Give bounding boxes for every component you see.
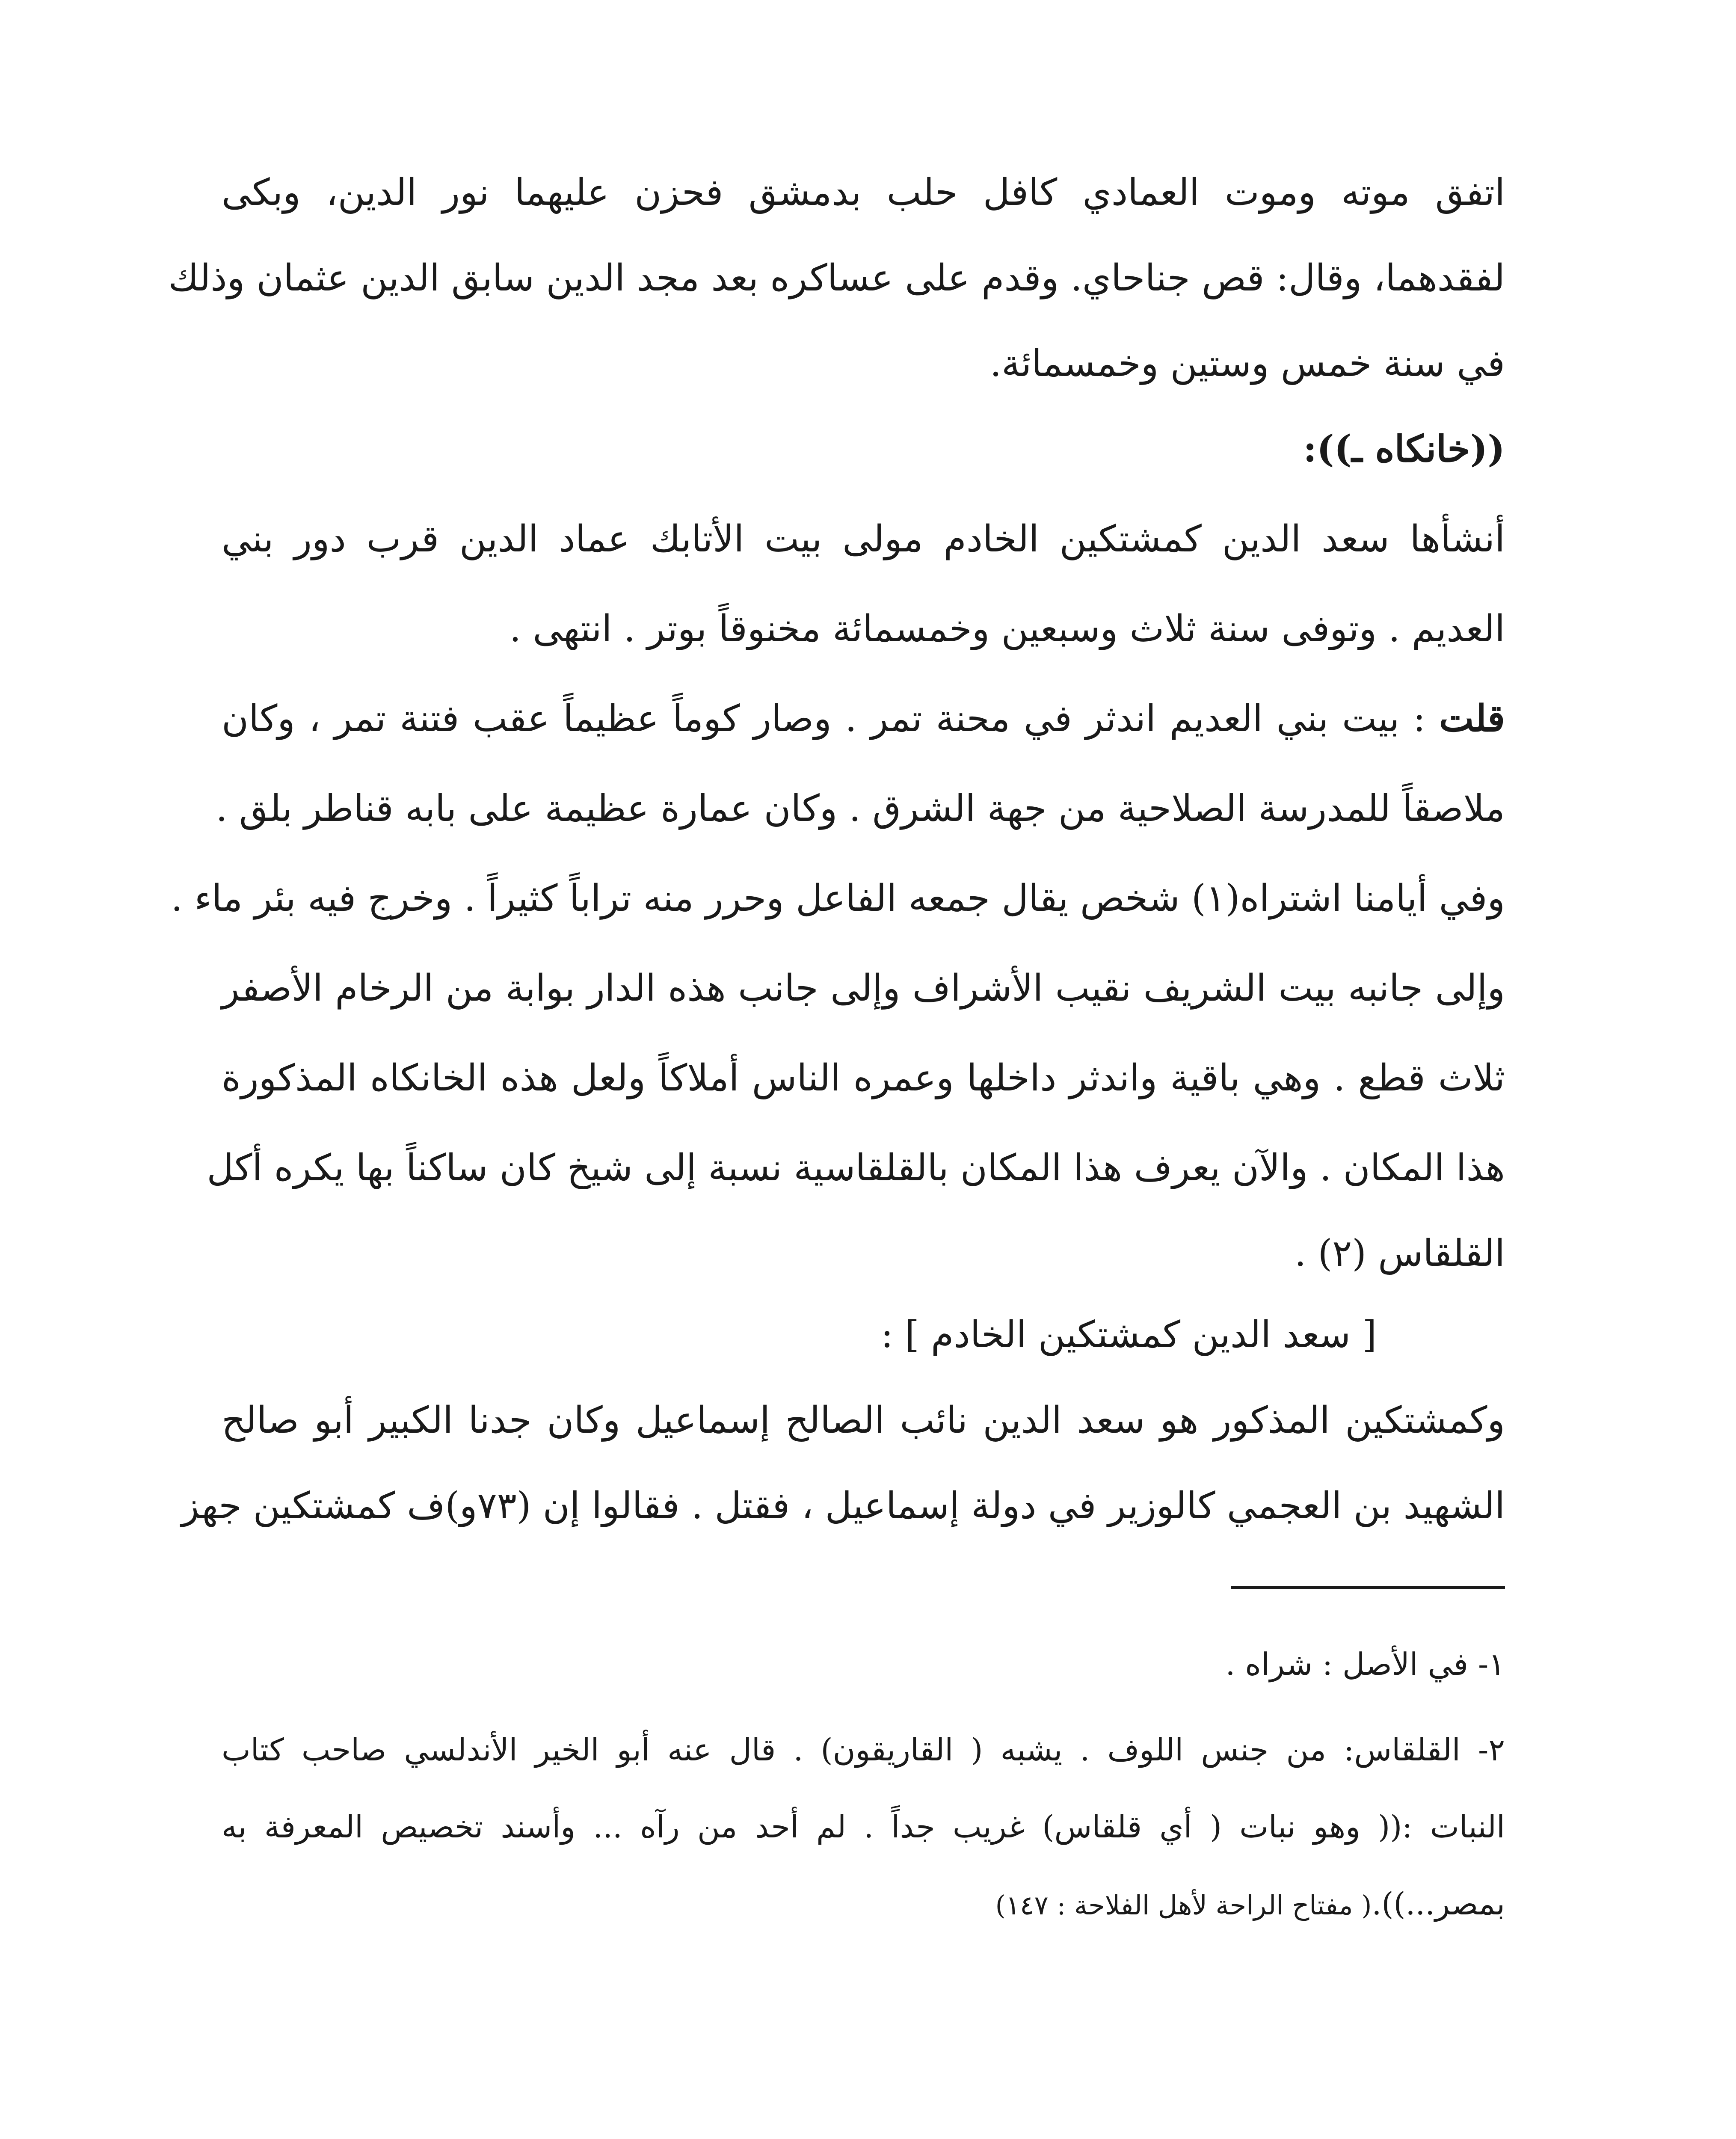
qult-line — [222, 693, 1505, 749]
qult-word: قلت — [1439, 697, 1505, 740]
section-heading-text: ((خانكاه ـ)): — [1303, 427, 1505, 471]
footnote-2-line-3-text: بمصر...)). — [1372, 1886, 1505, 1922]
footnote-2-line-3 — [222, 1882, 1505, 1929]
body-line-6: ملاصقاً للمدرسة الصلاحية من جهة الشرق . وكان عمارة عظيمة على بابه قناطر بلق . — [216, 787, 1505, 830]
body-line-3: في سنة خمس وستين وخمسمائة. — [989, 342, 1505, 385]
section-heading — [222, 424, 1505, 479]
bracket-heading: [ سعد الدين كمشتكين الخادم ] : — [880, 1313, 1377, 1356]
body-line-2: لفقدهما، وقال: قص جناحاي. وقدم على عساكره بعد مجد الدين سابق الدين عثمان وذلك — [168, 257, 1505, 299]
footnote-separator — [1231, 1586, 1505, 1589]
body-line-1: اتفق موته وموت العمادي كافل حلب بدمشق فحزن عليهما نور الدين، وبكى — [222, 171, 1505, 214]
body-line-10: هذا المكان . والآن يعرف هذا المكان بالقلقاسية نسبة إلى شيخ كان ساكناً بها يكره أكل — [207, 1147, 1505, 1189]
footnote-2-line-2: النبات :(( وهو نبات ( أي قلقاس) غريب جداً . لم أحد من رآه ... وأسند تخصيص المعرفة به — [222, 1809, 1505, 1845]
body-line-13: الشهيد بن العجمي كالوزير في دولة إسماعيل ، فقتل . فقالوا إن (٧٣و)ف كمشتكين جهز — [181, 1484, 1505, 1527]
body-line-8: وإلى جانبه بيت الشريف نقيب الأشراف وإلى جانب هذه الدار بوابة من الرخام الأصفر — [222, 967, 1505, 1010]
body-line-11: القلقاس (٢) . — [1294, 1232, 1505, 1275]
footnote-1: ١- في الأصل : شراه . — [1225, 1646, 1505, 1682]
footnote-2-line-1: ٢- القلقاس: من جنس اللوف . يشبه ( القاريقون) . قال عنه أبو الخير الأندلسي صاحب كتاب — [222, 1732, 1505, 1768]
body-line-12: وكمشتكين المذكور هو سعد الدين نائب الصالح إسماعيل وكان جدنا الكبير أبو صالح — [222, 1399, 1505, 1442]
body-line-5: العديم . وتوفى سنة ثلاث وسبعين وخمسمائة مخنوقاً بوتر . انتهى . — [509, 607, 1505, 650]
body-line-9: ثلاث قطع . وهي باقية واندثر داخلها وعمره الناس أملاكاً ولعل هذه الخانكاه المذكورة — [222, 1057, 1505, 1099]
footnote-2-citation: ( مفتاح الراحة لأهل الفلاحة : ١٤٧) — [995, 1890, 1372, 1921]
qult-line-rest: : بيت بني العديم اندثر في محنة تمر . وصار كوماً عظيماً عقب فتنة تمر ، وكان — [222, 697, 1439, 740]
body-line-4: أنشأها سعد الدين كمشتكين الخادم مولى بيت الأتابك عماد الدين قرب دور بني — [222, 518, 1505, 560]
body-line-7: وفي أيامنا اشتراه(١) شخص يقال جمعه الفاعل وحرر منه تراباً كثيراً . وخرج فيه بئر ماء . — [171, 877, 1505, 920]
